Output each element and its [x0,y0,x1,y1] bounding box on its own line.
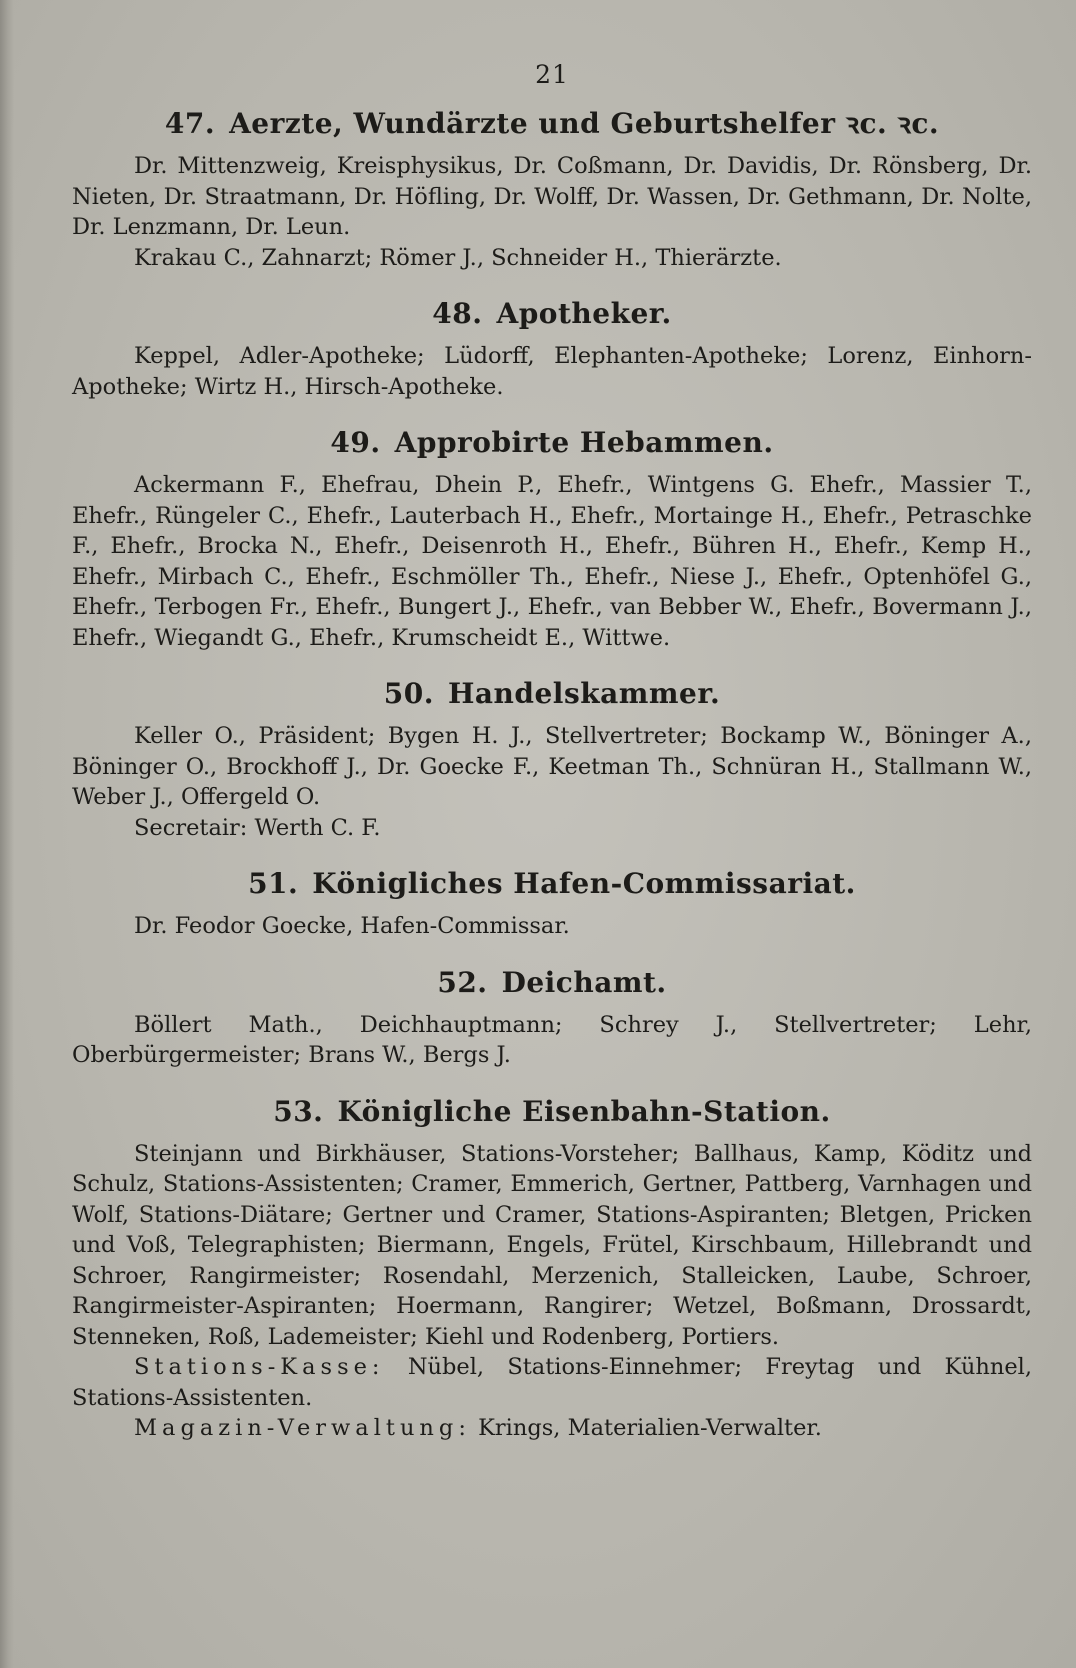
section-49 [72,426,1032,653]
section-heading [72,426,1032,460]
section-paragraph: Ackermann F., Ehefrau, Dhein P., Ehefr., Wintgens G. Ehefr., Massier T., Ehefr., Rüngeler C., Ehefr., Lauterbach H., Ehefr., Mortainge H., Ehefr., Petraschke F., Ehefr., Brocka N., Ehefr., Deisenroth H., Ehefr., Bühren H., Ehefr., Kemp H., Ehefr., Mirbach C., Ehefr., Eschmöller Th., Ehefr., Niese J., Ehefr., Optenhöfel G., Ehefr., Terbogen Fr., Ehefr., Bungert J., Ehefr., van Bebber W., Ehefr., Bovermann J., Ehefr., Wiegandt G., Ehefr., Krumscheidt E., Wittwe. [72,472,1032,651]
paragraph-label: Stations-Kasse: [134,1354,385,1380]
section-paragraph: Dr. Feodor Goecke, Hafen-Commissar. [134,913,570,939]
section-number: 47. [164,107,216,140]
page-number: 21 [535,60,569,89]
section-number: 48. [432,297,483,330]
section-title: Deichamt. [501,965,667,999]
section-paragraph: Dr. Mittenzweig, Kreisphysikus, Dr. Coßmann, Dr. Davidis, Dr. Rönsberg, Dr. Nieten, Dr. Straatmann, Dr. Höfling, Dr. Wolff, Dr. Wassen, Dr. Gethmann, Dr. Nolte, Dr. Lenzmann, Dr. Leun. [72,153,1032,240]
section-paragraph: Keller O., Präsident; Bygen H. J., Stellvertreter; Bockamp W., Böninger A., Böninger O., Brockhoff J., Dr. Goecke F., Keetman Th., Schnüran H., Stallmann W., Weber J., Offergeld O. [72,723,1032,810]
section-number: 51. [248,867,299,900]
section-48 [72,297,1032,402]
section-title: Approbirte Hebammen. [394,426,774,459]
section-title: Handelskammer. [447,677,721,710]
paragraph-text: Nübel, Stations-Einnehmer; Freytag und Kühnel, Stations-Assistenten. [72,1354,1032,1411]
section-heading [72,297,1032,331]
section-title: Königliche Eisenbahn-Station. [337,1094,831,1128]
labeled-paragraph [72,1352,1032,1413]
section-47 [72,107,1032,273]
section-paragraph: Secretair: Werth C. F. [134,814,381,841]
section-paragraph: Böllert Math., Deichhauptmann; Schrey J., Stellvertreter; Lehr, Oberbürgermeister; Brans W., Bergs J. [72,1011,1032,1068]
paragraph-text: Krings, Materialien-Verwalter. [478,1415,822,1441]
section-heading [72,107,1032,141]
section-number: 53. [273,1094,324,1128]
section-number: 52. [437,965,488,999]
labeled-paragraph [72,1413,1032,1444]
section-52 [72,966,1032,1071]
section-heading [72,1095,1032,1129]
section-title: Königliches Hafen-Commissariat. [312,867,856,900]
section-number: 50. [383,677,434,710]
section-title: Apotheker. [496,297,672,330]
section-paragraph: Steinjann und Birkhäuser, Stations-Vorsteher; Ballhaus, Kamp, Köditz und Schulz, Stations-Assistenten; Cramer, Emmerich, Gertner, Pattberg, Varnhagen und Wolf, Stations-Diätare; Gertner und Cramer, Stations-Aspiranten; Bletgen, Pricken und Voß, Telegraphisten; Biermann, Engels, Frütel, Kirschbaum, Hillebrandt und Schroer, Rangirmeister; Rosendahl, Merzenich, Stalleicken, Laube, Schroer, Rangirmeister-Aspiranten; Hoermann, Rangirer; Wetzel, Boßmann, Drossardt, Stenneken, Roß, Lademeister; Kiehl und Rodenberg, Portiers. [72,1140,1032,1350]
page-edge-shadow [0,0,14,1668]
section-title: Aerzte, Wundärzte und Geburtshelfer ꝛc. ꝛc. [229,107,940,140]
paragraph-label: Magazin-Verwaltung: [134,1415,471,1441]
section-50 [72,677,1032,843]
section-paragraph: Krakau C., Zahnarzt; Römer J., Schneider H., Thierärzte. [134,244,782,271]
section-53 [72,1095,1032,1444]
section-heading [72,677,1032,711]
section-heading [72,966,1032,1000]
section-number: 49. [330,426,381,459]
page-content [72,60,1032,1444]
section-51 [72,867,1032,942]
section-heading [72,867,1032,901]
section-paragraph: Keppel, Adler-Apotheke; Lüdorff, Elephanten-Apotheke; Lorenz, Einhorn-Apotheke; Wirtz H., Hirsch-Apotheke. [72,343,1032,400]
